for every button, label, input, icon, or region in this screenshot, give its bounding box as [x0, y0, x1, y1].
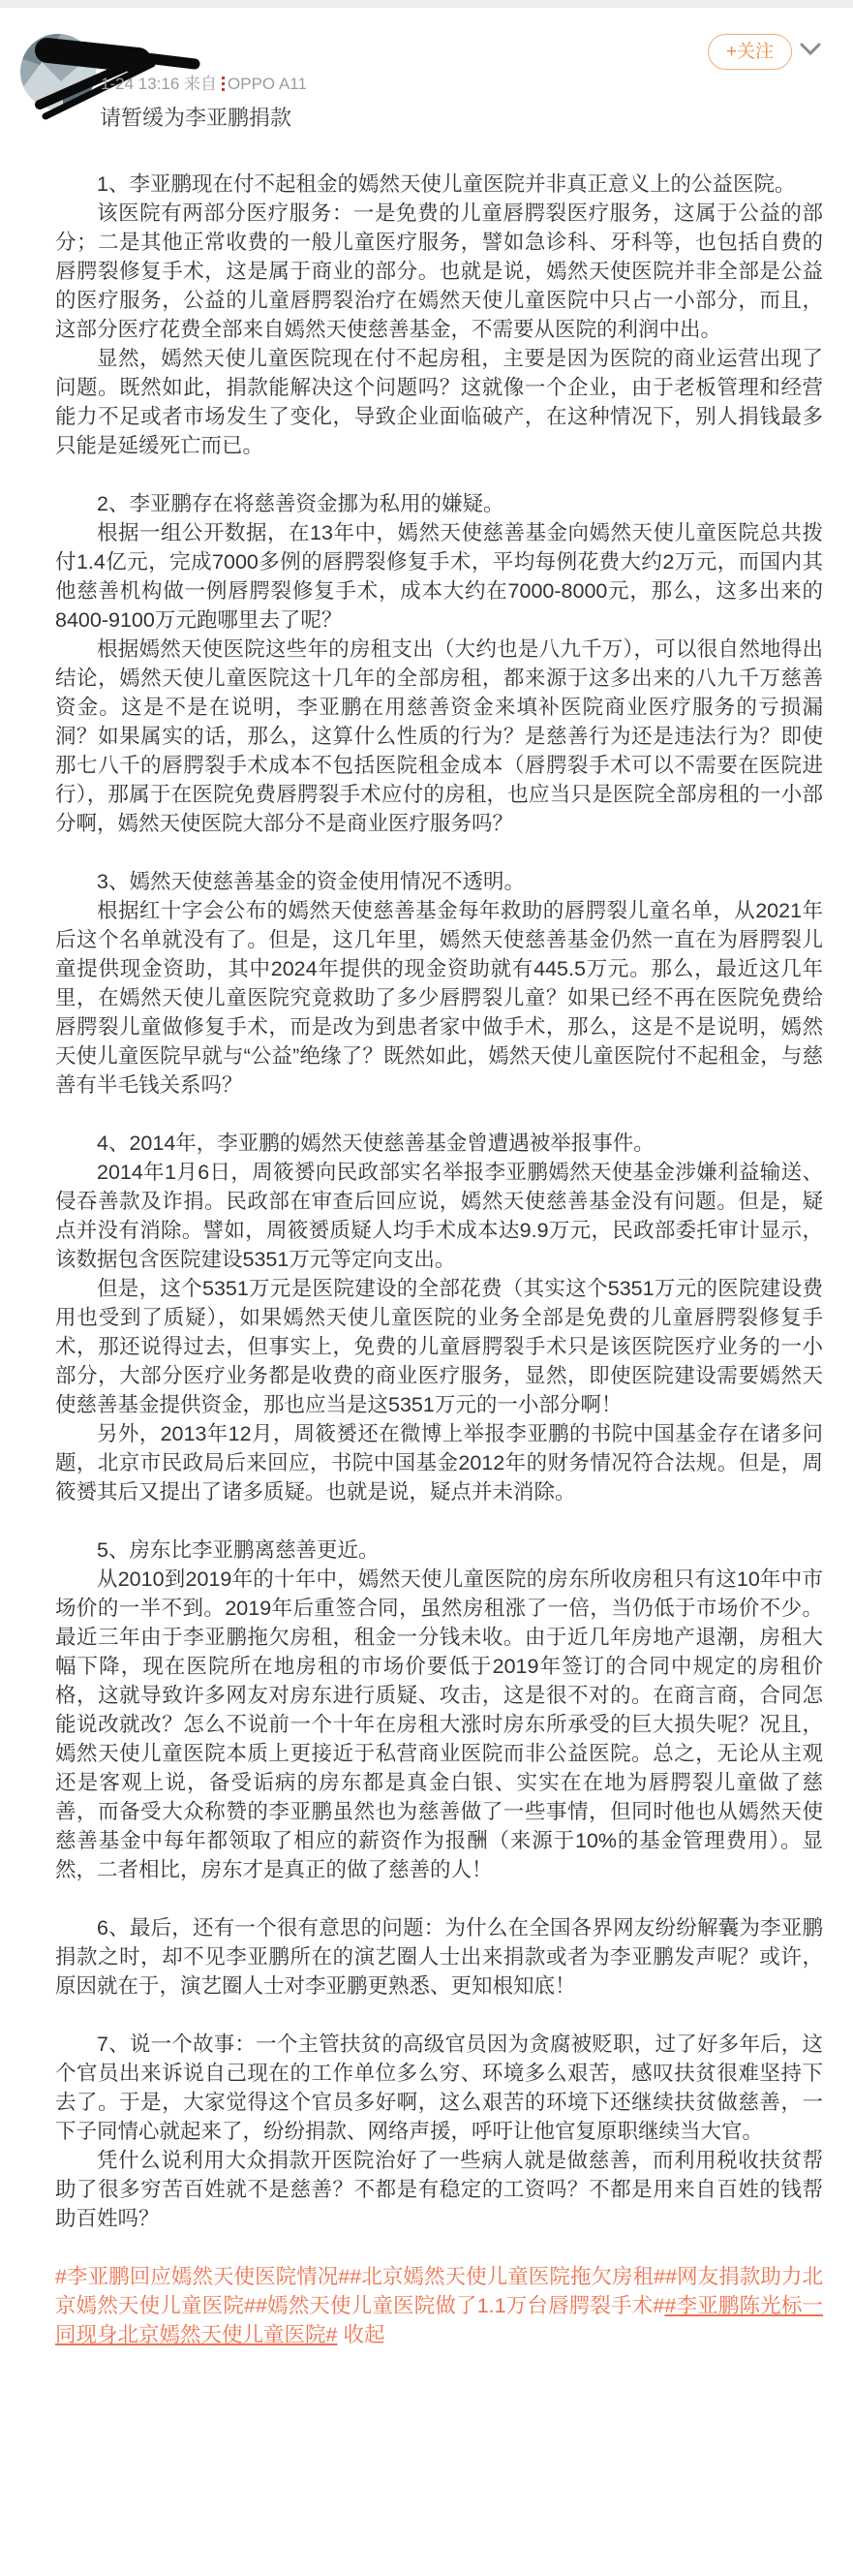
- section-paragraph: 2、李亚鹏存在将慈善资金挪为私用的嫌疑。: [97, 492, 504, 515]
- page-top-strip: [0, 0, 853, 8]
- body-paragraph: 但是，这个5351万元是医院建设的全部花费（其实这个5351万元的医院建设费用也受到了质疑），如果嫣然天使儿童医院的业务全部是免费的儿童唇腭裂修复手术，那还说得过去，但事实上，免费的儿童唇腭裂手术只是该医院医疗业务的一小部分，大部分医疗业务都是收费的商业医疗服务，显然，即使医院建设需要嫣然天使慈善基金提供资金，那也应当是这5351万元的一小部分啊！: [55, 1277, 823, 1416]
- post-header: [0, 8, 853, 170]
- post-meta: [101, 70, 307, 94]
- body-paragraph: 该医院有两部分医疗服务：一是免费的儿童唇腭裂医疗服务，这属于公益的部分；二是其他正常收费的一般儿童医疗服务，譬如急诊科、牙科等，也包括自费的唇腭裂修复手术，这是属于商业的部分。也就是说，嫣然天使医院并非全部是公益的医疗服务，公益的儿童唇腭裂治疗在嫣然天使儿童医院中只占一小部分，而且，这部分医疗花费全部来自嫣然天使慈善基金，不需要从医院的利润中出。: [55, 202, 823, 341]
- section-paragraph: 4、2014年，李亚鹏的嫣然天使慈善基金曾遭遇被举报事件。: [97, 1132, 655, 1155]
- hashtag-link[interactable]: #李亚鹏回应嫣然天使医院情况#: [55, 2265, 350, 2288]
- body-paragraph: 根据一组公开数据，在13年中，嫣然天使慈善基金向嫣然天使儿童医院总共拨付1.4亿元，完成7000多例的唇腭裂修复手术，平均每例花费大约2万元，而国内其他慈善机构做一例唇腭裂修复手术，成本大约在7000-8000元，那么，这多出来的8400-9100万元跑哪里去了呢？: [55, 521, 823, 632]
- hashtag-block: [0, 2262, 853, 2373]
- chevron-down-icon[interactable]: [800, 43, 821, 56]
- section-paragraph: 6、最后，还有一个很有意思的问题：为什么在全国各界网友纷纷解囊为李亚鹏捐款之时，却不见李亚鹏所在的演艺圈人士出来捐款或者为李亚鹏发声呢？或许，原因就在于，演艺圈人士对李亚鹏更熟悉、更知根知底！: [55, 1916, 823, 1998]
- section-paragraph: 5、房东比李亚鹏离慈善更近。: [97, 1538, 380, 1562]
- section-paragraph: 3、嫣然天使慈善基金的资金使用情况不透明。: [97, 870, 525, 893]
- section-paragraph: 7、说一个故事：一个主管扶贫的高级官员因为贪腐被贬职，过了好多年后，这个官员出来诉说自己现在的工作单位多么穷、环境多么艰苦，感叹扶贫很难坚持下去了。于是，大家觉得这个官员多好啊，这么艰苦的环境下还继续扶贫做慈善，一下子同情心就起来了，纷纷捐款、网络声援，呼吁让他官复原职继续当大官。: [55, 2033, 823, 2143]
- hashtag-link[interactable]: #嫣然天使儿童医院做了1.1万台唇腭裂手术#: [255, 2294, 665, 2317]
- hashtag-link[interactable]: #北京嫣然天使儿童医院拖欠房租#: [350, 2265, 666, 2288]
- post-title: 请暂缓为李亚鹏捐款: [100, 106, 292, 130]
- body-paragraph: 显然，嫣然天使儿童医院现在付不起房租，主要是因为医院的商业运营出现了问题。既然如此，捐款能解决这个问题吗？这就像一个企业，由于老板管理和经营能力不足或者市场发生了变化，导致企业面临破产，在这种情况下，别人捐钱最多只能是延缓死亡而已。: [55, 347, 823, 457]
- body-paragraph: 另外，2013年12月，周筱赟还在微博上举报李亚鹏的书院中国基金存在诸多问题，北京市民政局后来回应，书院中国基金2012年的财务情况符合法规。但是，周筱赟其后又提出了诸多质疑。也就是说，疑点并未消除。: [55, 1422, 823, 1504]
- post-source-prefix: 来自: [184, 75, 218, 93]
- body-paragraph: 凭什么说利用大众捐款开医院治好了一些病人就是做慈善，而利用税收扶贫帮助了很多穷苦百姓就不是慈善？不都是有稳定的工资吗？不都是用来自百姓的钱帮助百姓吗？: [55, 2149, 823, 2230]
- body-paragraph: 根据红十字会公布的嫣然天使慈善基金每年救助的唇腭裂儿童名单，从2021年后这个名单就没有了。但是，这几年里，嫣然天使慈善基金仍然一直在为唇腭裂儿童提供现金资助，其中2024年提供的现金资助就有445.5万元。那么，最近这几年里，在嫣然天使儿童医院究竟救助了多少唇腭裂儿童？如果已经不再在医院免费给唇腭裂儿童做修复手术，而是改为到患者家中做手术，那么，这是不是说明，嫣然天使儿童医院早就与“公益”绝缘了？既然如此，嫣然天使儿童医院付不起租金，与慈善有半毛钱关系吗？: [55, 899, 823, 1097]
- post-body: [0, 170, 853, 2233]
- body-paragraph: 从2010到2019年的十年中，嫣然天使儿童医院的房东所收房租只有这10年中市场价的一半不到。2019年后重签合同，虽然房租涨了一倍，当仍低于市场价不少。最近三年由于李亚鹏拖欠房租，租金一分钱未收。由于近几年房地产退潮，房租大幅下降，现在医院所在地房租的市场价要低于2019年签订的合同中规定的房租价格，这就导致许多网友对房东进行质疑、攻击，这是很不对的。在商言商，合同怎能说改就改？怎么不说前一个十年在房租大涨时房东所承受的巨大损失呢？况且，嫣然天使儿童医院本质上更接近于私营商业医院而非公益医院。总之，无论从主观还是客观上说，备受诟病的房东都是真金白银、实实在在地为唇腭裂儿童做了慈善，而备受大众称赞的李亚鹏虽然也为慈善做了一些事情，但同时他也从嫣然天使慈善基金中每年都领取了相应的薪资作为报酬（来源于10%的基金管理费用）。显然，二者相比，房东才是真正的做了慈善的人！: [55, 1567, 823, 1881]
- body-paragraph: 2014年1月6日，周筱赟向民政部实名举报李亚鹏嫣然天使基金涉嫌利益输送、侵吞善款及诈捐。民政部在审查后回应说，嫣然天使慈善基金没有问题。但是，疑点并没有消除。譬如，周筱赟质疑人均手术成本达9.9万元，民政部委托审计显示，该数据包含医院建设5351万元等定向支出。: [55, 1161, 823, 1271]
- body-paragraph: 根据嫣然天使医院这些年的房租支出（大约也是八九千万），可以很自然地得出结论，嫣然天使儿童医院这十几年的全部房租，都来源于这多出来的八九千万慈善资金。这是不是在说明，李亚鹏在用慈善资金来填补医院商业医疗服务的亏损漏洞？如果属实的话，那么，这算什么性质的行为？是慈善行为还是违法行为？即使那七八千的唇腭裂手术成本不包括医院租金成本（唇腭裂手术可以不需要在医院进行），那属于在医院免费唇腭裂手术应付的房租，也应当只是医院全部房租的一小部分啊，嫣然天使医院大部分不是商业医疗服务吗？: [55, 637, 823, 835]
- hashtag-link[interactable]: #网友捐款助力北京嫣然天使儿童医院#: [55, 2265, 823, 2317]
- text-cursor-artifact: [222, 77, 225, 91]
- section-paragraph: 1、李亚鹏现在付不起租金的嫣然天使儿童医院并非真正意义上的公益医院。: [97, 172, 796, 196]
- post-source-device: OPPO A11: [228, 75, 307, 93]
- follow-button[interactable]: +关注: [708, 34, 792, 70]
- post-timestamp: 1-24 13:16: [101, 75, 180, 93]
- collapse-link[interactable]: 收起: [343, 2323, 385, 2346]
- hashtag-link[interactable]: #李亚鹏陈光标一同现身北京嫣然天使儿童医院#: [55, 2294, 823, 2346]
- hashtags-container: [55, 2265, 823, 2346]
